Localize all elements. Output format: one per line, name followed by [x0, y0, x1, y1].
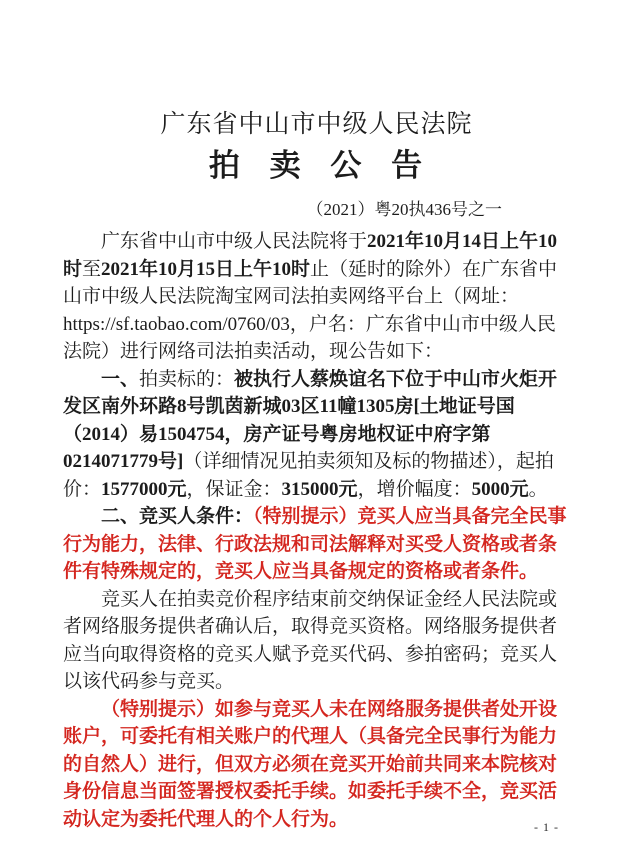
text-run: 广东省中山市中级人民法院将于	[101, 231, 368, 252]
text-run: 二、竞买人条件：	[101, 506, 254, 527]
text-run: 被执行人蔡焕谊名下位于中山市火炬开发区南外环路8号凯茵新城03区11幢1305房[土地证号国（2014）易1504754，房产证号粤房地权证中府字第0214071779号]	[63, 368, 558, 472]
text-run: 315000元	[281, 478, 358, 500]
case-number: （2021）粤20执436号之一	[306, 200, 502, 219]
text-run: 一、	[101, 368, 140, 390]
text-run: 至	[82, 258, 102, 280]
court-name: 广东省中山市中级人民法院	[160, 111, 473, 138]
case-number-row	[63, 199, 572, 220]
paragraph	[63, 366, 572, 504]
text-run: （特别提示）如参与竞买人未在网络服务提供者处开设账户，可委托有相关账户的代理人（具备完全民事行为能力的自然人）进行，但双方必须在竞买开始前共同来本院核对身份信息当面签署授权委托手续。如委托手续不全，竞买活动认定为委托代理人的个人行为。	[63, 698, 558, 830]
document-body	[63, 228, 572, 833]
document-title: 拍 卖 公 告	[208, 148, 425, 183]
text-run: 拍卖标的：	[139, 368, 235, 390]
page-number: - 1 -	[534, 820, 559, 834]
text-run: 竞买人在拍卖竞价程序结束前交纳保证金经人民法院或者网络服务提供者确认后，取得竞买资格。网络服务提供者应当向取得资格的竞买人赋予竞买代码、参拍密码；竞买人以该代码参与竞买。	[63, 588, 558, 692]
paragraph	[63, 586, 572, 696]
text-run: 2021年10月15日上午10时	[101, 258, 311, 280]
text-run: 1577000元	[101, 478, 187, 500]
text-run: （详细情况见拍卖须知及标的物描述），起拍价：	[63, 451, 554, 500]
paragraph	[63, 228, 572, 366]
paragraph	[63, 696, 572, 834]
text-run: 止（延时的除外）在广东省中山市中级人民法院淘宝网司法拍卖网络平台上（网址：https://sf.taobao.com/0760/03，户名：广东省中山市中级人民法院）进行网络司法拍卖活动，现公告如下：	[63, 258, 558, 362]
text-run: （特别提示）竞买人应当具备完全民事行为能力，法律、行政法规和司法解释对买受人资格或者条件有特殊规定的，竞买人应当具备规定的资格或者条件。	[63, 506, 567, 582]
text-run: ，增价幅度：	[357, 478, 472, 500]
paragraph	[63, 503, 572, 586]
text-run: 5000元	[471, 478, 529, 500]
text-run: 。	[528, 478, 548, 500]
text-run: ，保证金：	[186, 478, 282, 500]
text-run: 2021年10月14日上午10时	[63, 231, 558, 280]
